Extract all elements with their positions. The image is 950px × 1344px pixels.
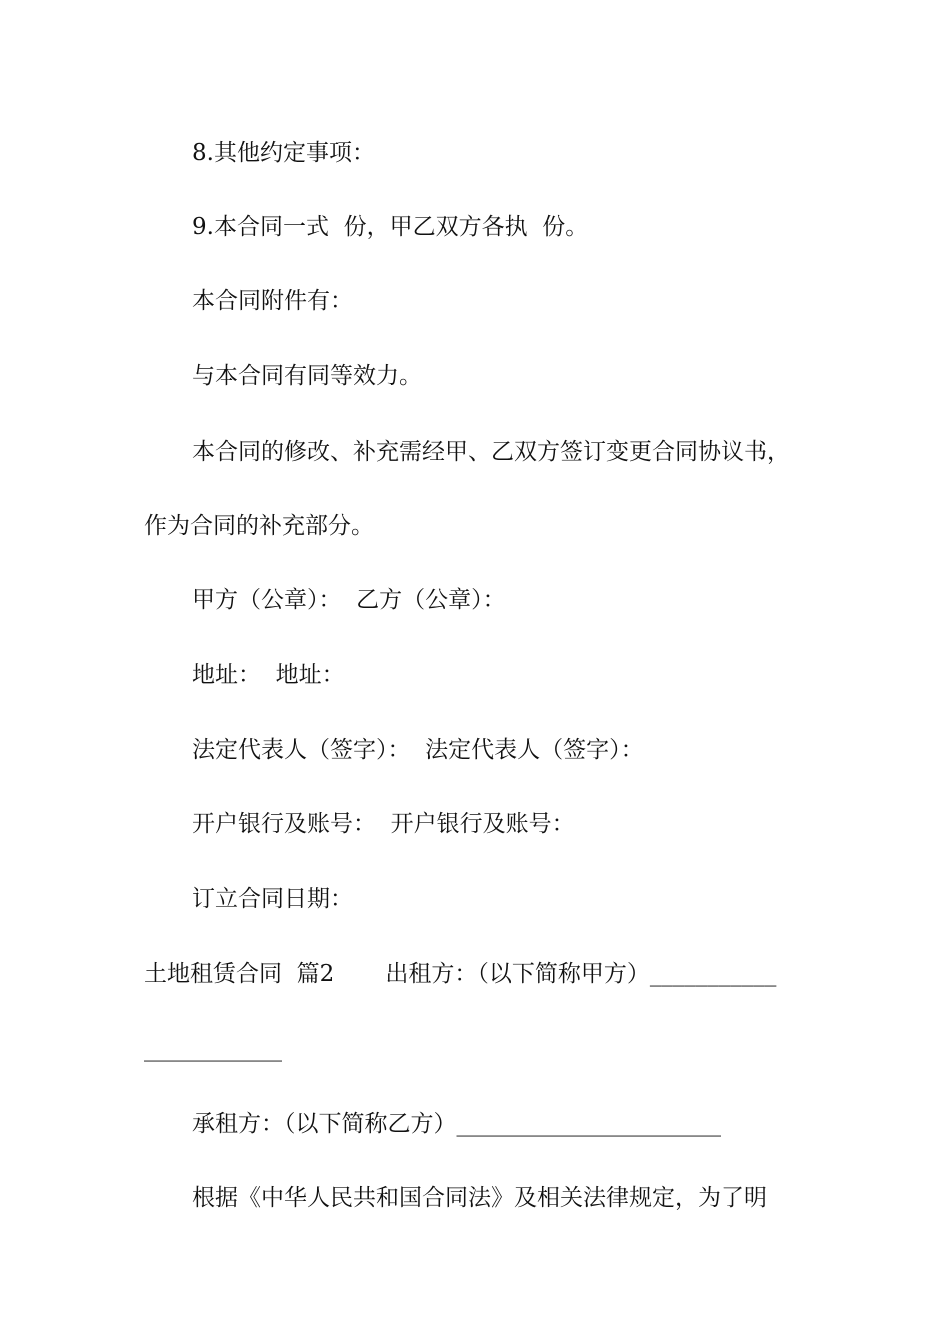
clause-8-other-matters: 8.其他约定事项： bbox=[192, 140, 375, 166]
lessee-line: 承租方：（以下简称乙方）_______________________ bbox=[192, 1111, 721, 1137]
amendment-paragraph-continued: 作为合同的补充部分。 bbox=[144, 513, 374, 539]
contract-date-line: 订立合同日期： bbox=[192, 886, 353, 912]
legal-representative-line: 法定代表人（签字）： 法定代表人（签字）： bbox=[192, 737, 644, 763]
attachments-line: 本合同附件有： bbox=[192, 288, 353, 314]
clause-9-copies: 9.本合同一式 份，甲乙双方各执 份。 bbox=[192, 214, 589, 240]
amendment-paragraph: 本合同的修改、补充需经甲、乙双方签订变更合同协议书， bbox=[192, 439, 790, 465]
party-seal-line: 甲方（公章）： 乙方（公章）： bbox=[192, 587, 506, 613]
contract-2-heading-lessor: 土地租赁合同 篇2 出租方：（以下简称甲方）___________ bbox=[144, 961, 777, 987]
address-line: 地址： 地址： bbox=[192, 662, 345, 688]
bank-account-line: 开户银行及账号： 开户银行及账号： bbox=[192, 811, 575, 837]
legal-basis-paragraph: 根据《中华人民共和国合同法》及相关法律规定，为了明 bbox=[192, 1185, 767, 1211]
equal-effect-line: 与本合同有同等效力。 bbox=[192, 363, 422, 389]
lessor-blank-continued: ____________ bbox=[144, 1036, 282, 1062]
